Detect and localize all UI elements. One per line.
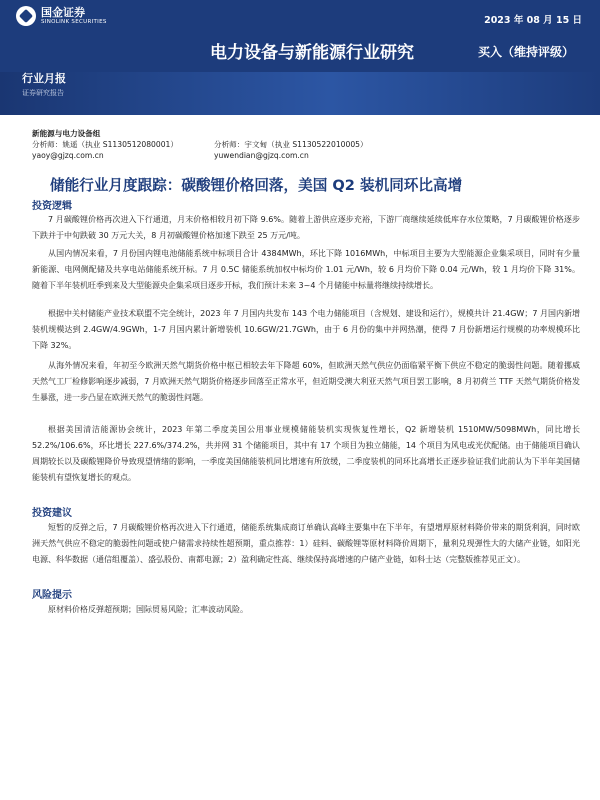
company-logo — [16, 6, 107, 26]
report-headline: 储能行业月度跟踪：碳酸锂价格回落，美国 Q2 装机同环比高增 — [50, 177, 463, 194]
paragraph-7: 原材料价格反弹超预期；国际贸易风险；汇率波动风险。 — [48, 605, 248, 614]
section-investment-logic: 投资逻辑 — [32, 201, 72, 212]
analyst-1: 分析师：姚遥（执业 S1130512080001） — [32, 140, 178, 149]
report-date: 2023 年 08 月 15 日 — [484, 15, 582, 26]
section-risk: 风险提示 — [32, 590, 72, 601]
paragraph-1: 7 月碳酸锂价格再次进入下行通道，月末价格相较月初下降 9.6%。随着上游供应逐步充裕，下游厂商继续延续低库存水位策略，7 月碳酸锂价格逐步下跌并于中旬跌破 30 万元大关，8 月初碳酸锂价格加速下跌至 25 万元/吨。 — [32, 215, 580, 240]
paragraph-3: 根据中关村储能产业技术联盟不完全统计，2023 年 7 月国内共发布 143 个电力储能项目（含规划、建设和运行），规模共计 21.4GW；7 月国内新增装机规模达到 2.4GW/4.9GWh，1-7 月国内累计新增装机 10.6GW/21.7GWh，由于 6 月份的集中并网热潮，使得 7 月份新增运行规模的功率规模环比下降 32%。 — [32, 309, 580, 350]
paragraph-2: 从国内情况来看，7 月份国内锂电池储能系统中标项目合计 4384MWh，环比下降 1016MWh，中标项目主要为大型能源企业集采项目，同时有少量新能源、电网侧配储及共享电站储能系统开标。7 月 0.5C 储能系统加权中标均价 1.01 元/Wh，较 6 月均价下降 0.04 元/Wh，较 1 月均价下降 31%。随着下半年装机旺季到来及大型能源央企集采项目逐步开标，我们预计未来 3~4 个月储能中标量将继续持续增长。 — [32, 249, 580, 290]
report-title: 电力设备与新能源行业研究 — [210, 43, 414, 63]
analyst-2-email[interactable]: yuwendian@gjzq.com.cn — [214, 151, 309, 160]
report-subtype: 证券研究报告 — [22, 89, 64, 97]
section-investment-advice: 投资建议 — [32, 508, 72, 519]
team-name: 新能源与电力设备组 — [32, 129, 101, 138]
logo-icon — [16, 6, 36, 26]
report-header — [0, 0, 600, 115]
paragraph-5: 根据美国清洁能源协会统计，2023 年第二季度美国公用事业规模储能装机实现恢复性增长，Q2 新增装机 1510MW/5098MWh，同比增长 52.2%/106.6%，环比增长 227.6%/374.2%，共并网 31 个储能项目，其中有 17 个项目为独立储能，14 个项目为风电或光伏配储。由于储能项目确认周期较长以及碳酸锂降价导致现望情绪的影响，一季度美国储能装机同比增速有所放缓，二季度装机的同环比高增长正逐步验证我们此前认为下半年美国储能装机有望恢复增长的观点。 — [32, 425, 580, 482]
logo-cn: 国金证券 — [41, 5, 85, 19]
header-band — [0, 72, 600, 115]
author-block — [32, 128, 368, 161]
logo-en: SINOLINK SECURITIES — [41, 18, 107, 25]
analyst-1-email[interactable]: yaoy@gjzq.com.cn — [32, 151, 104, 160]
paragraph-6: 短暂的反弹之后，7 月碳酸锂价格再次进入下行通道，储能系统集成商订单确认高峰主要集中在下半年，有望增厚原材料降价带来的期货利润，同时欧洲天然气供应不稳定的脆弱性问题或使户储需求持续性超预期，重点推荐：1）硅料、碳酸锂等原材料降价周期下，量利兑现弹性大的大储产业链，如阳光电源、科华数据（通信组覆盖）、盛弘股份、南都电源；2）盈利确定性高、继续保持高增速的户储产业链，如科士达（完整版推荐见正文）。 — [32, 523, 580, 564]
paragraph-4: 从海外情况来看，年初至今欧洲天然气期货价格中枢已相较去年下降超 60%，但欧洲天然气供应仍面临紧平衡下供应不稳定的脆弱性问题。随着挪威天然气工厂检修影响逐步减弱，7 月欧洲天然气期货价格逐步回落至正常水平，但近期受澳大利亚天然气项目罢工影响，8 月初荷兰 TTF 天然气期货价格发生暴涨，进一步凸显在欧洲天然气的脆弱性问题。 — [32, 361, 580, 402]
report-type: 行业月报 — [22, 72, 66, 85]
rating: 买入（维持评级） — [478, 45, 575, 59]
analyst-2: 分析师：宇文甸（执业 S1130522010005） — [214, 140, 368, 149]
